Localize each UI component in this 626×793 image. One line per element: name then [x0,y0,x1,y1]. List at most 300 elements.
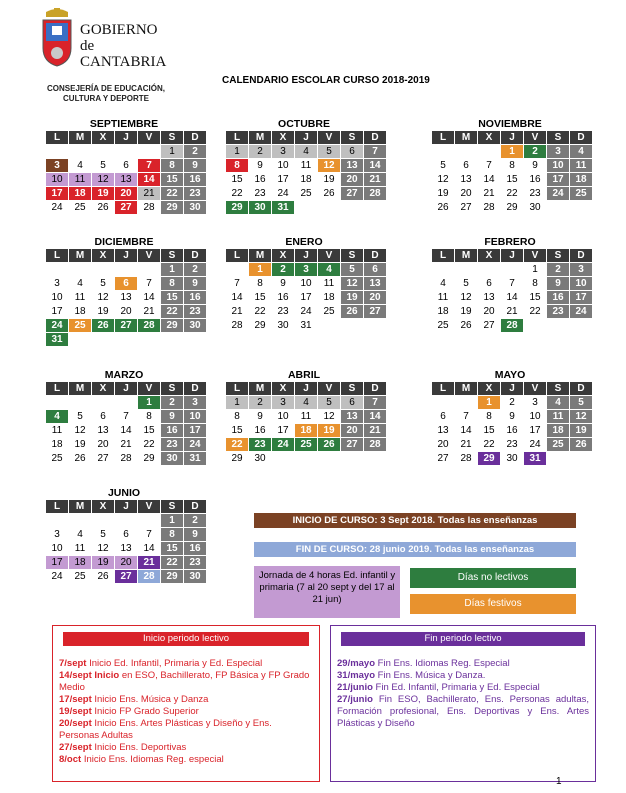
day-cell: 26 [570,438,592,451]
inicio-items [59,658,313,766]
day-cell: 4 [440,278,446,289]
day-cell: 24 [570,305,592,318]
day-cell: 29 [231,453,243,464]
day-cell: 10 [570,277,592,290]
weekday-header: J [115,249,137,262]
weekday-header: L [226,382,248,395]
day-cell: 27 [364,305,386,318]
day-cell: 14 [364,159,386,172]
day-cell: 6 [463,160,469,171]
weekday-header: J [501,131,523,144]
day-cell: 23 [161,438,183,451]
weekday-header: X [478,131,500,144]
month-grid [46,382,202,465]
empty-cell [115,263,137,276]
day-cell: 11 [437,292,449,303]
weekday-header: J [295,249,317,262]
day-cell: 11 [74,543,86,554]
day-cell: 23 [184,305,206,318]
day-cell: 12 [318,159,340,172]
day-cell: 2 [184,263,206,276]
period-text: Fin Ens. Música y Danza. [375,670,486,681]
weekday-header: J [501,249,523,262]
day-cell: 27 [115,570,137,583]
day-cell: 12 [97,292,109,303]
day-cell: 14 [143,543,155,554]
day-cell: 22 [161,187,183,200]
month-calendar [226,236,382,332]
empty-cell [138,145,160,158]
day-cell: 7 [364,145,386,158]
day-cell: 1 [161,145,183,158]
day-cell: 13 [364,277,386,290]
day-cell: 4 [547,396,569,409]
day-cell: 15 [231,425,243,436]
day-cell: 1 [138,396,160,409]
no-lectivos-legend: Días no lectivos [410,568,576,588]
day-cell: 31 [46,333,68,346]
day-cell: 20 [364,291,386,304]
day-cell: 10 [184,410,206,423]
day-cell: 25 [69,319,91,332]
day-cell: 4 [77,160,83,171]
day-cell: 30 [184,201,206,214]
day-cell: 13 [341,410,363,423]
day-cell: 3 [46,159,68,172]
empty-cell [478,263,500,276]
day-cell: 23 [547,305,569,318]
festivos-legend: Días festivos [410,594,576,614]
empty-cell [115,145,137,158]
day-cell: 8 [161,277,183,290]
dept-line-2: CULTURA Y DEPORTE [63,94,149,103]
day-cell: 20 [341,173,363,186]
month-name: FEBRERO [484,236,536,248]
day-cell: 27 [437,453,449,464]
empty-cell [455,145,477,158]
empty-cell [432,396,454,409]
empty-cell [92,145,114,158]
day-cell: 31 [184,452,206,465]
weekday-header: V [318,131,340,144]
period-item [337,658,589,670]
month-calendar [226,118,382,214]
day-cell: 28 [501,319,523,332]
day-cell: 16 [254,174,266,185]
day-cell: 6 [364,263,386,276]
month-grid [432,382,588,465]
day-cell: 10 [277,160,289,171]
day-cell: 21 [138,556,160,569]
empty-cell [478,145,500,158]
period-item [59,718,313,742]
day-cell: 24 [529,439,541,450]
empty-cell [115,514,137,527]
weekday-header: J [501,382,523,395]
weekday-header: X [478,249,500,262]
day-cell: 24 [300,306,312,317]
day-cell: 23 [254,188,266,199]
day-cell: 25 [547,438,569,451]
day-cell: 8 [234,411,240,422]
empty-cell [455,263,477,276]
day-cell: 26 [74,453,86,464]
day-cell: 1 [532,264,538,275]
day-cell: 1 [226,145,248,158]
day-cell: 18 [570,173,592,186]
empty-cell [226,263,248,276]
day-cell: 21 [506,306,518,317]
day-cell: 14 [506,292,518,303]
day-cell: 19 [92,556,114,569]
weekday-header: V [524,131,546,144]
weekday-header: V [138,131,160,144]
government-name [80,22,166,70]
empty-cell [46,145,68,158]
period-item [59,754,313,766]
empty-cell [138,514,160,527]
month-grid [226,249,382,332]
period-item [337,682,589,694]
period-date: 31/mayo [337,670,376,681]
day-cell: 27 [341,187,363,200]
period-text: en ESO, Bachillerato, FP Básica y FP Grado Medio [59,670,310,693]
weekday-header: J [115,382,137,395]
day-cell: 24 [51,571,63,582]
day-cell: 16 [184,542,206,555]
day-cell: 3 [54,529,60,540]
day-cell: 16 [184,173,206,186]
day-cell: 7 [146,529,152,540]
day-cell: 2 [249,145,271,158]
weekday-header: X [92,500,114,513]
day-cell: 22 [226,438,248,451]
day-cell: 8 [509,160,515,171]
department-name [46,84,166,104]
month-calendar [46,236,202,346]
day-cell: 28 [460,453,472,464]
day-cell: 14 [120,425,132,436]
day-cell: 11 [300,411,312,422]
day-cell: 17 [529,425,541,436]
day-cell: 2 [184,514,206,527]
weekday-header: X [272,249,294,262]
empty-cell [69,263,91,276]
weekday-header: L [226,131,248,144]
period-date: 27/junio [337,694,373,705]
day-cell: 29 [506,202,518,213]
weekday-header: S [341,382,363,395]
weekday-header: L [46,249,68,262]
jornada-legend: Jornada de 4 horas Ed. infantil y primaria (7 al 20 sept y del 17 al 21 jun) [254,566,400,618]
day-cell: 8 [146,411,152,422]
day-cell: 5 [440,160,446,171]
day-cell: 28 [143,202,155,213]
day-cell: 28 [138,319,160,332]
day-cell: 18 [437,306,449,317]
day-cell: 29 [254,320,266,331]
day-cell: 2 [161,396,183,409]
weekday-header: J [115,131,137,144]
month-grid [226,382,382,465]
day-cell: 9 [509,411,515,422]
day-cell: 25 [570,187,592,200]
day-cell: 31 [300,320,312,331]
fin-box-title: Fin periodo lectivo [341,632,585,646]
empty-cell [138,263,160,276]
month-name: MARZO [104,369,144,381]
day-cell: 30 [161,452,183,465]
day-cell: 2 [524,145,546,158]
day-cell: 13 [483,292,495,303]
day-cell: 13 [460,174,472,185]
weekday-header: M [69,249,91,262]
day-cell: 21 [138,187,160,200]
period-item [59,658,313,670]
gov-line-1: GOBIERNO [80,22,158,38]
weekday-header: S [161,249,183,262]
period-text: Fin ESO, Bachillerato, Ens. Personas adultas, Formación profesional, Ens. Deportivas y Ens. Artes Plásticas y Diseño [337,694,589,729]
empty-cell [501,263,523,276]
day-cell: 29 [161,201,183,214]
day-cell: 17 [277,425,289,436]
period-date: 29/mayo [337,658,376,669]
period-date: 20/sept [59,718,92,729]
day-cell: 9 [257,160,263,171]
month-grid [46,500,202,583]
month-name: DICIEMBRE [94,236,154,248]
day-cell: 22 [161,556,183,569]
day-cell: 2 [184,145,206,158]
weekday-header: M [69,500,91,513]
day-cell: 19 [570,424,592,437]
day-cell: 25 [74,202,86,213]
day-cell: 29 [161,319,183,332]
day-cell: 28 [120,453,132,464]
day-cell: 19 [323,174,335,185]
day-cell: 5 [318,145,340,158]
day-cell: 1 [161,263,183,276]
day-cell: 7 [234,278,240,289]
weekday-header: S [161,500,183,513]
day-cell: 12 [570,410,592,423]
day-cell: 21 [483,188,495,199]
month-name: ABRIL [287,369,321,381]
day-cell: 26 [437,202,449,213]
period-date: 21/junio [337,682,373,693]
month-grid [432,249,588,332]
day-cell: 6 [123,529,129,540]
day-cell: 14 [460,425,472,436]
weekday-header: J [295,382,317,395]
fin-items [337,658,589,730]
weekday-header: M [69,382,91,395]
period-text: Inicio Ens. Idiomas Reg. especial [81,754,224,765]
day-cell: 30 [529,202,541,213]
day-cell: 11 [51,425,63,436]
day-cell: 5 [100,529,106,540]
day-cell: 18 [547,424,569,437]
weekday-header: X [92,382,114,395]
day-cell: 5 [341,263,363,276]
month-calendar [46,118,202,214]
weekday-header: D [184,382,206,395]
day-cell: 13 [97,425,109,436]
day-cell: 18 [295,424,317,437]
day-cell: 7 [146,278,152,289]
weekday-header: M [455,131,477,144]
day-cell: 18 [300,174,312,185]
day-cell: 26 [97,571,109,582]
inicio-curso-banner: INICIO DE CURSO: 3 Sept 2018. Todas las enseñanzas [254,513,576,528]
day-cell: 19 [318,424,340,437]
period-text: Inicio Ens. Deportivas [91,742,187,753]
weekday-header: D [570,382,592,395]
day-cell: 1 [478,396,500,409]
day-cell: 28 [231,320,243,331]
day-cell: 11 [69,173,91,186]
empty-cell [432,145,454,158]
day-cell: 10 [51,292,63,303]
day-cell: 21 [460,439,472,450]
day-cell: 22 [254,306,266,317]
weekday-header: V [318,382,340,395]
empty-cell [115,396,137,409]
day-cell: 27 [97,453,109,464]
gov-line-2: de [80,38,95,54]
day-cell: 10 [300,278,312,289]
day-cell: 14 [138,173,160,186]
month-name: JUNIO [107,487,141,499]
day-cell: 6 [115,277,137,290]
month-name: ENERO [285,236,323,248]
day-cell: 19 [460,306,472,317]
day-cell: 19 [437,188,449,199]
day-cell: 30 [184,319,206,332]
day-cell: 20 [483,306,495,317]
day-cell: 17 [547,173,569,186]
day-cell: 21 [231,306,243,317]
day-cell: 25 [323,306,335,317]
day-cell: 27 [341,438,363,451]
day-cell: 5 [100,160,106,171]
day-cell: 26 [323,188,335,199]
day-cell: 14 [231,292,243,303]
period-date: 14/sept Inicio [59,670,120,681]
day-cell: 28 [364,187,386,200]
dept-line-1: CONSEJERÍA DE EDUCACIÓN, [47,84,165,93]
day-cell: 22 [231,188,243,199]
day-cell: 16 [161,424,183,437]
day-cell: 16 [547,291,569,304]
day-cell: 9 [532,160,538,171]
day-cell: 3 [184,396,206,409]
gov-line-3: CANTABRIA [80,54,167,70]
day-cell: 11 [323,278,335,289]
page-title: CALENDARIO ESCOLAR CURSO 2018-2019 [222,75,430,86]
weekday-header: X [92,249,114,262]
day-cell: 16 [254,425,266,436]
day-cell: 23 [184,187,206,200]
weekday-header: S [161,131,183,144]
day-cell: 6 [440,411,446,422]
empty-cell [455,396,477,409]
day-cell: 5 [570,396,592,409]
day-cell: 18 [51,439,63,450]
period-text: Inicio FP Grado Superior [91,706,199,717]
day-cell: 17 [277,174,289,185]
day-cell: 19 [97,306,109,317]
weekday-header: M [249,382,271,395]
day-cell: 9 [547,277,569,290]
period-item [59,706,313,718]
day-cell: 15 [483,425,495,436]
page-number: 1 [556,776,562,787]
weekday-header: L [46,500,68,513]
day-cell: 23 [277,306,289,317]
day-cell: 25 [51,453,63,464]
day-cell: 24 [277,188,289,199]
day-cell: 3 [54,278,60,289]
day-cell: 17 [51,306,63,317]
day-cell: 15 [143,425,155,436]
weekday-header: X [478,382,500,395]
day-cell: 28 [364,438,386,451]
month-grid [226,131,382,214]
day-cell: 31 [272,201,294,214]
weekday-header: D [364,249,386,262]
month-calendar [46,369,202,465]
cantabria-coat-of-arms-icon [40,8,74,68]
weekday-header: S [547,131,569,144]
day-cell: 10 [529,411,541,422]
day-cell: 15 [506,174,518,185]
weekday-header: V [138,382,160,395]
day-cell: 1 [226,396,248,409]
day-cell: 15 [161,173,183,186]
day-cell: 23 [249,438,271,451]
weekday-header: D [570,249,592,262]
day-cell: 12 [341,277,363,290]
weekday-header: D [184,500,206,513]
weekday-header: X [92,131,114,144]
period-date: 17/sept [59,694,92,705]
day-cell: 2 [547,263,569,276]
period-date: 8/oct [59,754,82,765]
day-cell: 4 [570,145,592,158]
day-cell: 16 [506,425,518,436]
period-text: Inicio Ens. Música y Danza [91,694,209,705]
day-cell: 9 [280,278,286,289]
empty-cell [69,396,91,409]
day-cell: 3 [272,396,294,409]
period-item [59,742,313,754]
weekday-header: X [272,131,294,144]
day-cell: 21 [120,439,132,450]
day-cell: 19 [74,439,86,450]
day-cell: 14 [143,292,155,303]
day-cell: 20 [120,306,132,317]
day-cell: 20 [460,188,472,199]
day-cell: 2 [249,396,271,409]
day-cell: 30 [249,201,271,214]
day-cell: 21 [143,306,155,317]
day-cell: 14 [483,174,495,185]
day-cell: 8 [161,528,183,541]
month-grid [46,131,202,214]
day-cell: 20 [97,439,109,450]
weekday-header: L [46,131,68,144]
